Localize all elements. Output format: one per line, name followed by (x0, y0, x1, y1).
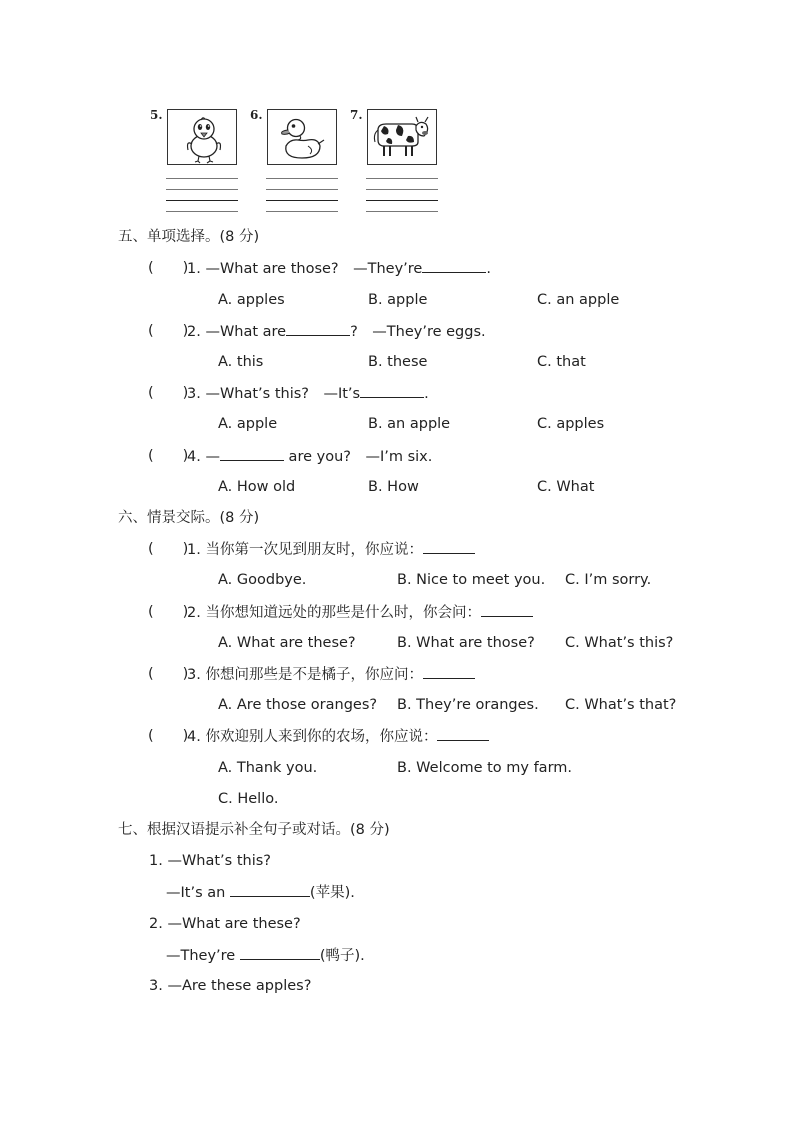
picture-number: 5. (150, 108, 163, 122)
writing-line (366, 189, 438, 190)
answer-paren[interactable]: ( ) (148, 448, 189, 464)
option-c: C. What (537, 479, 595, 495)
answer-blank[interactable] (481, 603, 533, 617)
answer-paren[interactable]: ( ) (148, 260, 189, 276)
question-text: 3. —What’s this? —It’s . (187, 386, 429, 402)
question-text: 2. 当你想知道远处的那些是什么时，你会问： (187, 603, 533, 622)
picture-box-chick (167, 109, 237, 165)
answer-blank[interactable] (230, 883, 310, 897)
option-b: B. these (368, 354, 428, 370)
writing-line (366, 178, 438, 179)
writing-line (166, 200, 238, 201)
option-c: C. that (537, 354, 586, 370)
option-c: C. What’s this? (565, 635, 674, 651)
option-b: B. How (368, 479, 419, 495)
writing-line (266, 200, 338, 201)
option-a: A. this (218, 354, 264, 370)
chick-icon (168, 110, 236, 164)
answer-blank[interactable] (423, 665, 475, 679)
question-7-2: 2. —What are these? (149, 916, 301, 932)
section-title-7: 七、根据汉语提示补全句子或对话。(8 分) (118, 822, 390, 838)
option-a: A. What are these? (218, 635, 356, 651)
option-c: C. an apple (537, 292, 620, 308)
option-a: A. Goodbye. (218, 572, 307, 588)
option-c: C. Hello. (218, 791, 279, 807)
answer-paren[interactable]: ( ) (148, 666, 189, 682)
option-c: C. apples (537, 416, 605, 432)
writing-line (266, 211, 338, 212)
option-a: A. How old (218, 479, 296, 495)
option-a: A. apples (218, 292, 285, 308)
picture-number: 6. (250, 108, 263, 122)
writing-line (166, 178, 238, 179)
option-c: C. What’s that? (565, 697, 677, 713)
answer-paren[interactable]: ( ) (148, 385, 189, 401)
picture-box-cow (367, 109, 437, 165)
question-text: 4. — are you? —I’m six. (187, 449, 433, 465)
writing-line (266, 178, 338, 179)
question-7-1: 1. —What’s this? (149, 853, 271, 869)
writing-line (366, 200, 438, 201)
duck-icon (268, 110, 336, 164)
option-a: A. apple (218, 416, 278, 432)
answer-7-1: —It’s an (苹果). (166, 885, 355, 901)
answer-blank[interactable] (437, 727, 489, 741)
answer-paren[interactable]: ( ) (148, 728, 189, 744)
option-b: B. an apple (368, 416, 451, 432)
section-title-5: 五、单项选择。(8 分) (118, 229, 260, 245)
question-text: 3. 你想问那些是不是橘子，你应问： (187, 665, 475, 684)
option-a: A. Are those oranges? (218, 697, 378, 713)
writing-line (366, 211, 438, 212)
option-c: C. I’m sorry. (565, 572, 652, 588)
answer-blank[interactable] (422, 259, 486, 273)
question-text: 2. —What are ? —They’re eggs. (187, 324, 486, 340)
writing-line (266, 189, 338, 190)
question-text: 1. —What are those? —They’re . (187, 261, 491, 277)
writing-line (166, 189, 238, 190)
question-text: 1. 当你第一次见到朋友时，你应说： (187, 540, 475, 559)
option-b: B. They’re oranges. (397, 697, 539, 713)
cow-icon (368, 110, 436, 164)
answer-7-2: —They’re (鸭子). (166, 948, 365, 964)
answer-blank[interactable] (286, 322, 350, 336)
writing-line (166, 211, 238, 212)
question-7-3: 3. —Are these apples? (149, 978, 312, 994)
option-b: B. apple (368, 292, 428, 308)
option-b: B. Welcome to my farm. (397, 760, 573, 776)
answer-blank[interactable] (240, 946, 320, 960)
answer-paren[interactable]: ( ) (148, 541, 189, 557)
option-a: A. Thank you. (218, 760, 318, 776)
picture-number: 7. (350, 108, 363, 122)
picture-box-duck (267, 109, 337, 165)
answer-paren[interactable]: ( ) (148, 604, 189, 620)
answer-blank[interactable] (360, 384, 424, 398)
answer-blank[interactable] (220, 447, 284, 461)
option-b: B. What are those? (397, 635, 535, 651)
answer-paren[interactable]: ( ) (148, 323, 189, 339)
option-b: B. Nice to meet you. (397, 572, 546, 588)
answer-blank[interactable] (423, 540, 475, 554)
section-title-6: 六、情景交际。(8 分) (118, 510, 260, 526)
question-text: 4. 你欢迎别人来到你的农场，你应说： (187, 727, 489, 746)
